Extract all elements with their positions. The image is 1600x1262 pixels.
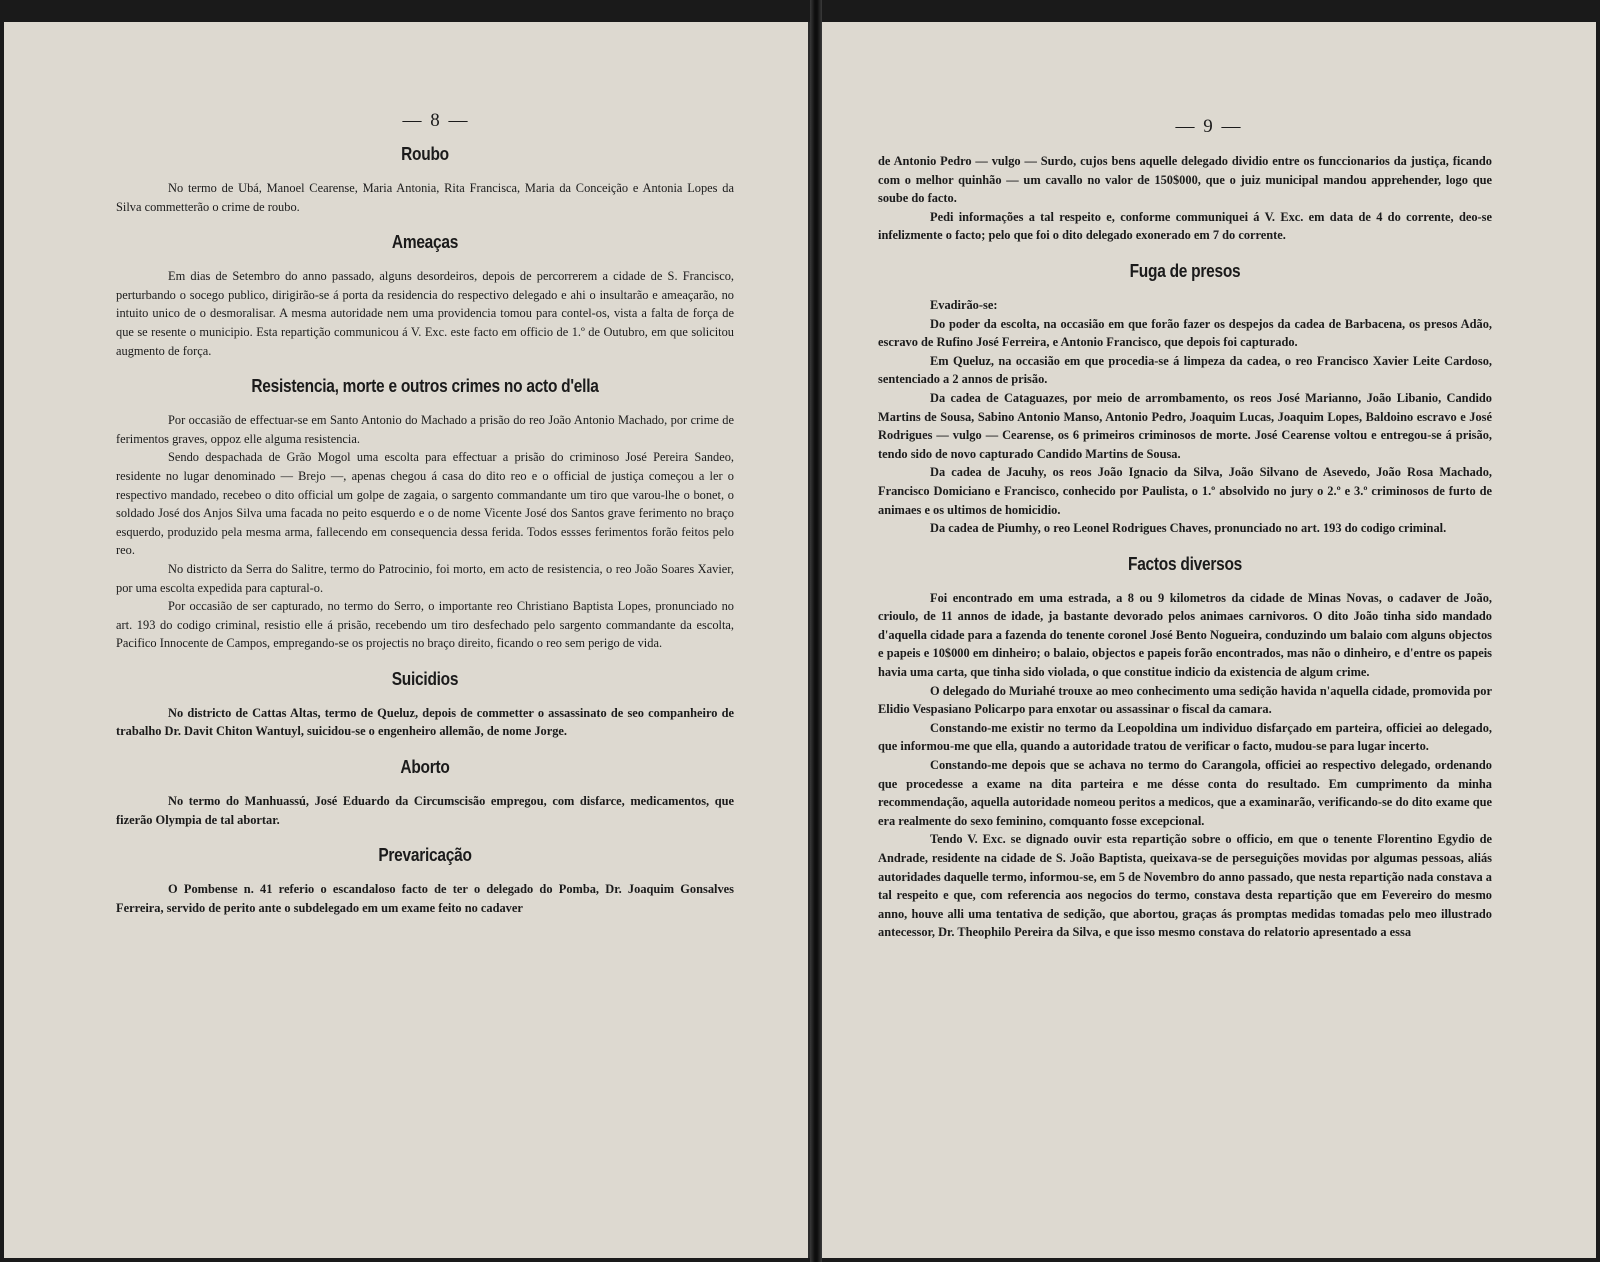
paragraph: O delegado do Muriahé trouxe ao meo conhecimento uma sedição havida n'aquella cidade, promovida por Elidio Vespasiano Policarpo para enxotar ou assassinar o fiscal da camara. bbox=[878, 683, 1492, 717]
page-right-column bbox=[878, 152, 1492, 942]
paragraph: O Pombense n. 41 referio o escandaloso facto de ter o delegado do Pomba, Dr. Joaquim Gonsalves Ferreira, servido de perito ante o subdelegado em um exame feito no cadaver bbox=[116, 882, 734, 915]
page-left-column bbox=[116, 144, 734, 917]
paragraph: No districto da Serra do Salitre, termo do Patrocinio, foi morto, em acto de resistencia, o reo João Soares Xavier, por uma escolta expedida para captural-o. bbox=[116, 561, 734, 595]
paragraph: Evadirão-se: bbox=[930, 297, 998, 312]
paragraph: Por occasião de effectuar-se em Santo Antonio do Machado a prisão do reo João Antonio Machado, por crime de ferimentos graves, oppoz elle alguma resistencia. bbox=[116, 413, 734, 446]
book-gutter bbox=[810, 0, 822, 1262]
paragraph: Pedi informações a tal respeito e, conforme communiquei á V. Exc. em data de 4 do corrente, deo-se infelizmente o facto; pelo que foi o dito delegado exonerado em 7 do corrente. bbox=[878, 209, 1492, 243]
page-number: — 8 — bbox=[402, 110, 470, 131]
page-number: — 9 — bbox=[1175, 116, 1243, 137]
page-right bbox=[822, 22, 1596, 1258]
paragraph: Foi encontrado em uma estrada, a 8 ou 9 kilometros da cidade de Minas Novas, o cadaver de João, crioulo, de 11 annos de idade, ja bastante devorado pelos animaes carnivoros. O dito João tinha sido mandado d'aquella cidade para a fazenda do tenente coronel José Bento Nogueira, conduzindo um balaio com alguns objectos e papeis e 10$000 em dinheiro; o balaio, objectos e papeis forão encontrados, mas não o dinheiro, e d'entre os papeis havia uma carta, que tinha sido violada, o que constitue indicio da existencia de algum crime. bbox=[878, 590, 1492, 680]
paragraph: de Antonio Pedro — vulgo — Surdo, cujos bens aquelle delegado dividio entre os funccionarios da justiça, ficando com o melhor quinhão — um cavallo no valor de 150$000, que o juiz municipal mandou apprehender, logo que soube do facto. bbox=[878, 154, 1492, 206]
section-heading: Prevaricação bbox=[378, 845, 472, 866]
section-heading: Resistencia, morte e outros crimes no acto d'ella bbox=[251, 376, 599, 397]
paragraph: Em dias de Setembro do anno passado, alguns desordeiros, depois de percorrerem a cidade de S. Francisco, perturbando o socego publico, dirigirão-se á porta da residencia do respectivo delegado e ahi o insultarão e ameaçarão, no intuito unico de o desmoralisar. A mesma autoridade nem uma providencia tomou para contel-os, vista a falta de força de que se resente o municipio. Esta repartição communicou á V. Exc. este facto em officio de 1.º de Outubro, em que solicitou augmento de força. bbox=[116, 269, 734, 358]
paragraph: Sendo despachada de Grão Mogol uma escolta para effectuar a prisão do criminoso José Pereira Sandeo, residente no lugar denominado — Brejo —, apenas chegou á casa do dito reo e o official de justiça começou a ler o respectivo mandado, recebeo o dito official um golpe de zagaia, o sargento commandante um tiro que varou-lhe o bonet, o soldado José dos Anjos Silva uma facada no peito esquerdo e o de nome Vicente José dos Santos grave ferimento no braço esquerdo, produzido pela mesma arma, fallecendo em consequencia dessa ferida. Todos essses ferimentos forão feitos pelo reo. bbox=[116, 450, 734, 558]
paragraph: No termo do Manhuassú, José Eduardo da Circumscisão empregou, com disfarce, medicamentos, que fizerão Olympia de tal abortar. bbox=[116, 794, 734, 827]
paragraph: No termo de Ubá, Manoel Cearense, Maria Antonia, Rita Francisca, Maria da Conceição e Antonia Lopes da Silva commetterão o crime de roubo. bbox=[116, 181, 734, 214]
paragraph: Constando-me existir no termo da Leopoldina um individuo disfarçado em parteira, officiei ao delegado, que informou-me que ella, quando a autoridade tratou de verificar o facto, mudou-se para lugar incerto. bbox=[878, 720, 1492, 754]
paragraph: Do poder da escolta, na occasião em que forão fazer os despejos da cadea de Barbacena, os presos Adão, escravo de Rufino José Ferreira, e Antonio Francisco, que depois foi capturado. bbox=[878, 316, 1492, 350]
section-heading: Suicidios bbox=[391, 668, 459, 689]
paragraph: Da cadea de Piumhy, o reo Leonel Rodrigues Chaves, pronunciado no art. 193 do codigo criminal. bbox=[930, 521, 1447, 536]
section-heading: Fuga de presos bbox=[1129, 260, 1241, 281]
paragraph: Em Queluz, na occasião em que procedia-se á limpeza da cadea, o reo Francisco Xavier Leite Cardoso, sentenciado a 2 annos de prisão. bbox=[878, 353, 1492, 387]
paragraph: No districto de Cattas Altas, termo de Queluz, depois de commetter o assassinato de seo companheiro de trabalho Dr. Davit Chiton Wantuyl, suicidou-se o engenheiro allemão, de nome Jorge. bbox=[116, 705, 734, 739]
paragraph: Da cadea de Cataguazes, por meio de arrombamento, os reos José Marianno, João Libanio, Candido Martins de Sousa, Sabino Antonio Manso, Antonio Pedro, Joaquim Lucas, Joaquim Lopes, Baldoino escravo e José Rodrigues — vulgo — Cearense, os 6 primeiros criminosos de morte. José Cearense voltou e entregou-se á prisão, tendo sido de novo capturado Candido Martins de Sousa. bbox=[878, 390, 1492, 461]
paragraph: Por occasião de ser capturado, no termo do Serro, o importante reo Christiano Baptista Lopes, pronunciado no art. 193 do codigo criminal, resistio elle á prisão, recebendo um tiro desfechado pelo sargento commandante da escolta, Pacifico Innocente de Campos, empregando-se os projectis no braço direito, ficando o reo sem perigo de vida. bbox=[116, 599, 734, 651]
page-left bbox=[4, 22, 810, 1258]
section-heading: Roubo bbox=[401, 144, 449, 164]
paragraph: Constando-me depois que se achava no termo do Carangola, officiei ao respectivo delegado, ordenando que procedesse a exame na dita parteira e me désse conta do resultado. Em cumprimento da minha recommendação, aquella autoridade nomeou peritos a medicos, que a examinarão, verificando-se do dito exame que era realmente do sexo feminino, comquanto fosse excepcional. bbox=[878, 758, 1492, 828]
section-heading: Ameaças bbox=[391, 232, 459, 253]
paragraph: Tendo V. Exc. se dignado ouvir esta repartição sobre o officio, em que o tenente Florentino Egydio de Andrade, residente na cidade de S. João Baptista, queixava-se de perseguições movidas por algumas pessoas, aliás autoridades daquelle termo, informou-se, em 5 de Novembro do anno passado, que nesta repartição nada constava a tal respeito e que, com referencia aos negocios do termo, constava desta repartição que em Fevereiro do mesmo anno, houve alli uma tentativa de sedição, que abortou, graças ás promptas medidas tomadas pelo meo illustrado antecessor, Dr. Theophilo Pereira da Silva, e que isso mesmo constava do relatorio apresentado a essa bbox=[878, 832, 1492, 940]
paragraph: Da cadea de Jacuhy, os reos João Ignacio da Silva, João Silvano de Asevedo, João Rosa Machado, Francisco Domiciano e Francisco, conhecido por Paulista, o 1.º absolvido no jury o 2.º e 3.º criminosos de furto de animaes e os ultimos de homicidio. bbox=[878, 465, 1492, 517]
section-heading: Factos diversos bbox=[1127, 553, 1243, 574]
section-heading: Aborto bbox=[400, 757, 450, 778]
